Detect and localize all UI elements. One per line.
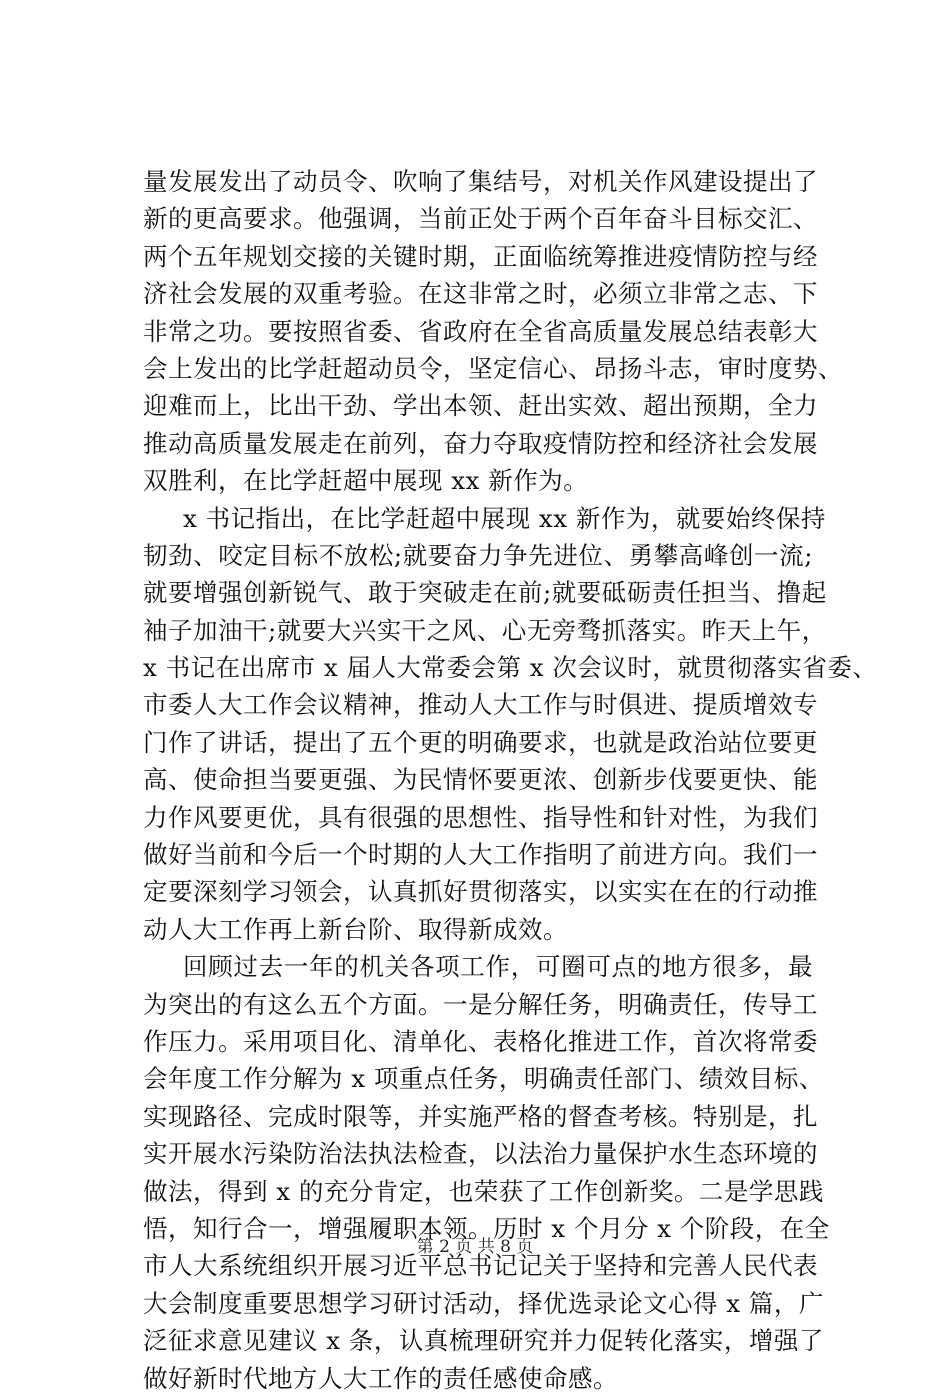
text-line: 实开展水污染防治法执法检查，以法治力量保护水生态环境的 — [143, 1139, 818, 1169]
text-line: 推动高质量发展走在前列，奋力夺取疫情防控和经济社会发展 — [143, 428, 818, 458]
text-line: 迎难而上，比出干劲、学出本领、赶出实效、超出预期，全力 — [143, 391, 818, 421]
paragraph — [143, 500, 878, 949]
text-line: 高、使命担当要更强、为民情怀要更浓、创新步伐要更快、能 — [143, 765, 818, 795]
text-line: 实现路径、完成时限等，并实施严格的督查考核。特别是，扎 — [143, 1101, 818, 1131]
text-line: 作压力。采用项目化、清单化、表格化推进工作，首次将常委 — [143, 1026, 818, 1056]
text-line: 量发展发出了动员令、吹响了集结号，对机关作风建设提出了 — [143, 167, 818, 196]
text-line: 泛征求意见建议 x 条，认真梳理研究并力促转化落实，增强了 — [143, 1326, 824, 1356]
text-line: 悟，知行合一，增强履职本领。历时 x 个月分 x 个阶段，在全 — [143, 1213, 830, 1243]
page-footer: 第 2 页 共 8 页 — [416, 1237, 534, 1257]
text-line: 力作风要更优，具有很强的思想性、指导性和针对性，为我们 — [143, 802, 818, 832]
text-line: 做好新时代地方人大工作的责任感使命感。 — [143, 1363, 618, 1393]
text-line: 为突出的有这么五个方面。一是分解任务，明确责任，传导工 — [143, 989, 818, 1019]
text-line: 双胜利，在比学赶超中展现 xx 新作为。 — [143, 466, 589, 496]
text-line: 市人大系统组织开展习近平总书记记关于坚持和完善人民代表 — [143, 1251, 818, 1281]
text-line: 大会制度重要思想学习研讨活动，择优选录论文心得 x 篇，广 — [143, 1288, 824, 1318]
paragraph — [143, 948, 830, 1397]
text-line: 做好当前和今后一个时期的人大工作指明了前进方向。我们一 — [143, 840, 818, 870]
text-line: x 书记指出，在比学赶超中展现 xx 新作为，就要始终保持 — [183, 503, 826, 533]
text-line: 门作了讲话，提出了五个更的明确要求，也就是政治站位要更 — [143, 727, 818, 757]
text-line: 会年度工作分解为 x 项重点任务，明确责任部门、绩效目标、 — [143, 1064, 824, 1094]
text-line: 动人大工作再上新台阶、取得新成效。 — [143, 914, 568, 944]
text-line: 做法，得到 x 的充分肯定，也荣获了工作创新奖。二是学思践 — [143, 1176, 824, 1206]
document-body — [143, 163, 878, 1397]
text-line: 市委人大工作会议精神，推动人大工作与时俱进、提质增效专 — [143, 690, 818, 720]
text-line: 袖子加油干;就要大兴实干之风、心无旁骛抓落实。昨天上午， — [143, 615, 827, 645]
text-line: 回顾过去一年的机关各项工作，可圈可点的地方很多，最 — [183, 952, 813, 982]
text-line: 新的更高要求。他强调，当前正处于两个百年奋斗目标交汇、 — [143, 204, 818, 234]
text-line: 济社会发展的双重考验。在这非常之时，必须立非常之志、下 — [143, 279, 818, 309]
text-line: 两个五年规划交接的关键时期，正面临统筹推进疫情防控与经 — [143, 241, 818, 271]
text-line: x 书记在出席市 x 届人大常委会第 x 次会议时，就贯彻落实省委、 — [143, 653, 878, 683]
paragraph — [143, 163, 843, 500]
text-line: 定要深刻学习领会，认真抓好贯彻落实，以实实在在的行动推 — [143, 877, 818, 907]
text-line: 就要增强创新锐气、敢于突破走在前;就要砥砺责任担当、撸起 — [143, 578, 827, 608]
text-line: 非常之功。要按照省委、省政府在全省高质量发展总结表彰大 — [143, 316, 818, 346]
text-line: 韧劲、咬定目标不放松;就要奋力争先进位、勇攀高峰创一流; — [143, 540, 813, 570]
text-line: 会上发出的比学赶超动员令，坚定信心、昂扬斗志，审时度势、 — [143, 353, 843, 383]
